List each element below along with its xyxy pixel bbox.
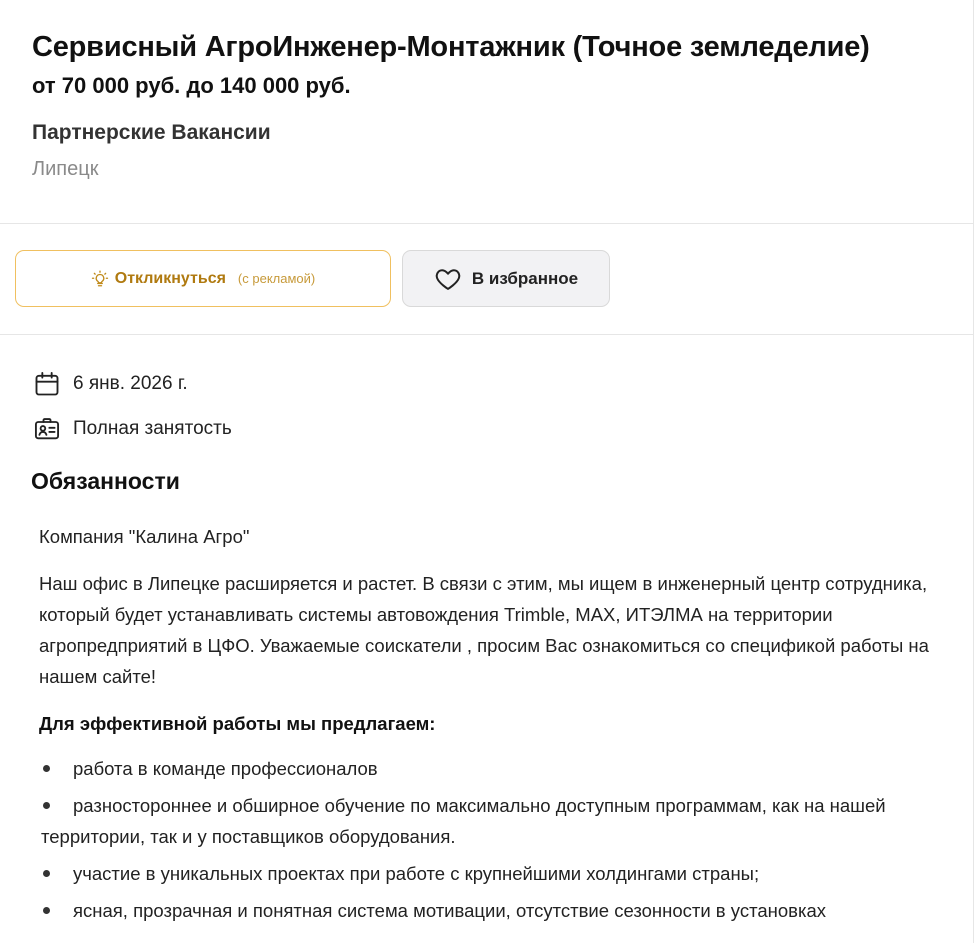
favorite-button-label: В избранное	[471, 268, 579, 288]
bullet-icon	[43, 802, 50, 809]
vacancy-meta	[0, 335, 973, 444]
employment-type: Полная занятость	[73, 418, 232, 439]
list-item-text: ясная, прозрачная и понятная система мотивации, отсутствие сезонности в установках	[73, 900, 826, 921]
publish-date: 6 янв. 2026 г.	[73, 373, 188, 394]
bullet-icon	[43, 907, 50, 914]
vacancy-title: Сервисный АгроИнженер-Монтажник (Точное земледелие)	[32, 31, 870, 63]
calendar-icon	[33, 370, 61, 398]
favorite-button[interactable]	[402, 250, 610, 307]
company-name-paragraph: Компания "Калина Агро"	[39, 526, 250, 547]
list-item-text: разностороннее и обширное обучение по максимально доступным программам, как на нашей территории, так и у поставщиков оборудования.	[41, 795, 886, 847]
bullet-icon	[43, 765, 50, 772]
bullet-icon	[43, 870, 50, 877]
offer-heading: Для эффективной работы мы предлагаем:	[39, 713, 436, 734]
apply-button-note: (с рекламой)	[237, 271, 316, 286]
publish-date-row	[33, 369, 973, 399]
salary: от 70 000 руб. до 140 000 руб.	[32, 73, 351, 98]
list-item	[39, 895, 933, 926]
intro-paragraph: Наш офис в Липецке расширяется и растет. В связи с этим, мы ищем в инженерный центр сотрудника, который будет устанавливать системы автовождения Trimble, MAX, ИТЭЛМА на территории агропредприятий в ЦФО. Уважаемые соискатели , просим Вас ознакомиться со спецификой работы на нашем сайте!	[39, 573, 929, 687]
list-item	[39, 858, 933, 889]
city: Липецк	[32, 158, 99, 180]
id-card-icon	[33, 415, 61, 443]
employer-name[interactable]: Партнерские Вакансии	[32, 121, 271, 144]
apply-button-label: Откликнуться	[114, 269, 226, 287]
offer-list	[39, 753, 933, 926]
list-item	[39, 753, 933, 784]
list-item	[39, 790, 933, 852]
list-item-text: участие в уникальных проектах при работе с крупнейшими холдингами страны;	[73, 863, 760, 884]
section-title-duties: Обязанности	[31, 468, 180, 494]
vacancy-description	[0, 495, 973, 926]
list-item-text: работа в команде профессионалов	[73, 758, 378, 779]
action-bar	[0, 224, 973, 335]
vacancy-header	[0, 0, 973, 224]
heart-icon	[434, 265, 462, 293]
apply-button[interactable]	[15, 250, 391, 307]
employment-row	[33, 414, 973, 444]
lightbulb-icon	[91, 270, 109, 288]
